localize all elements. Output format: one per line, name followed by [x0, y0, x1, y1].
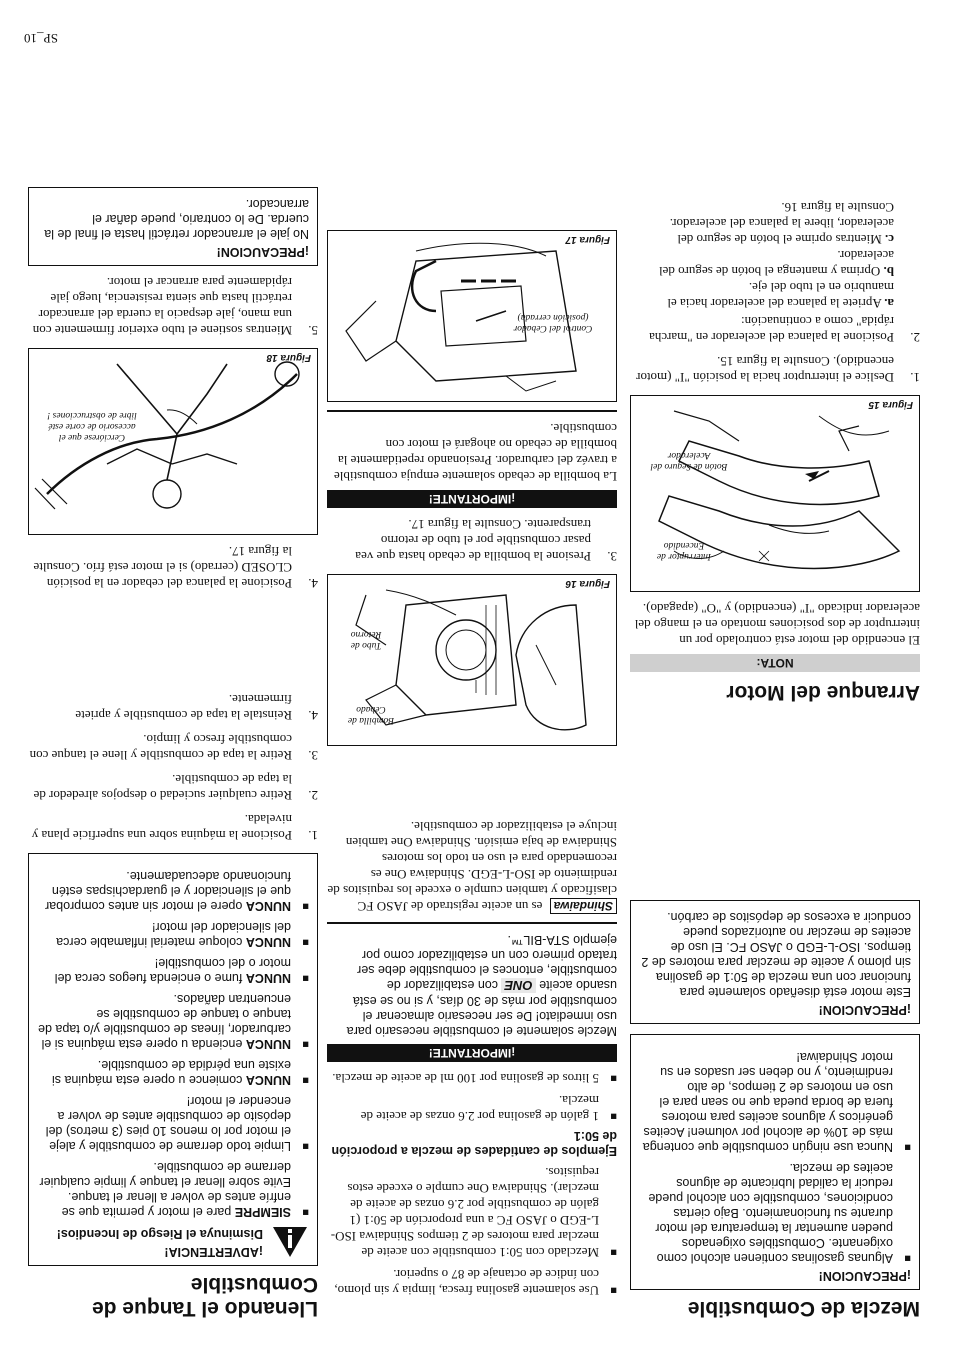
substep: a. Apriete la palanca del acelerador hacia el manubrio en el tubo del eje. [667, 280, 894, 311]
warning-item: ■ NUNCA opere el motor sin antes comprobar que el silenciador y el guardachispas estén funcionando adecuadamente. [37, 868, 309, 913]
refuel-steps [28, 691, 318, 843]
fuel-bullet: ■ Use solamente gasolina fresca, limpia y sin plomo, con índice de octanaje de 87 o superior. [327, 1266, 617, 1298]
label-primer-bulb: Bombilla de Cebado [347, 704, 395, 725]
column-fuel-mixing [630, 191, 920, 1350]
caution-box-alcohol [630, 1034, 920, 1290]
figure-18 [28, 348, 318, 535]
divider [327, 922, 617, 924]
figure-15 [630, 395, 920, 592]
column-refueling [28, 187, 318, 1350]
important-banner: ¡IMPORTANTE! [327, 490, 617, 508]
figure-caption: Figura 17 [565, 234, 610, 245]
step-item: 2. Posicione la palanca del acelerador en "marcha rápida" como a continuación: a. Apriete la palanca del acelerador hacia el manubrio en el tubo del eje. b. Oprima y mantenga el botón de seguro del acelerador. c. Mientras oprime el botón de seguro del acelerador, libere la palanca del acelerador. Consulte la figura 16. [630, 199, 920, 345]
start-steps [630, 199, 920, 385]
step-item: 1. Posicione la máquina sobre una superficie plana y nivelada. [31, 812, 318, 843]
label-return-tube: Tubo de Retorno [350, 629, 382, 650]
step-item: 4. Posicione la palanca del cebador en la posición CLOSED (cerrado) si el motor está frío. Consulte la figura 17. [33, 544, 318, 591]
figure-caption: Figura 18 [266, 352, 311, 363]
shindaiwa-one-logo-inline: ONE [502, 978, 536, 993]
prime-steps [327, 516, 617, 564]
examples-title: Ejemplos de cantidades de mezcla a proporción de 50:1 [331, 1129, 617, 1158]
warning-list [37, 868, 309, 1219]
substep: b. Oprima y mantenga el botón de seguro del acelerador. [658, 248, 894, 279]
section-title-fuel-mix: Mezcla de Combustible [687, 1297, 920, 1320]
example-item: ■ 5 litros de gasolina por 100 ml de aceite de mezcla. [327, 1070, 617, 1086]
warning-item: ■ SIEMPRE pare el motor y permita que se enfríe antes de volver a llenar el tanque. Evite sobre llenar el tanque y limpie cualquier derrame de combustible. [37, 1159, 309, 1219]
warning-item: ■ NUNCA comience u opere esta máquina si existe una pérdida de combustible. [37, 1057, 309, 1087]
warning-item: ■ NUNCA fume o encienda fuegos cerca del motor o del combustible! [37, 955, 309, 985]
examples-list [327, 1070, 617, 1124]
step-item: 1. Deslice el interruptor hacia la posición "I" (motor encendido). Consulte la figura 15. [636, 354, 920, 385]
step-item: 4. Reinstale la tapa de combustible y apriete firmemente. [75, 692, 318, 723]
note-text: El encendido del motor está controlado por un interruptor de dos posiciones montado en el mango del acelerador indicado "I" (encendido) y "O" (apagado). [634, 601, 920, 648]
caution-text: No jale el arrancador retráctil hasta el final de la cuerda. De lo contrario, puede dañar el arrancador. [44, 197, 309, 241]
caution-item: ■ Algunas gasolinas contienen alcohol como oxigenante. Combustibles oxigenados pueden aumentar la temperatura del motor durante su funcionamiento. Bajo ciertas condiciones, combustible con alcohol puede reducir la calidad lubricante de algunos aceites de mezcla. [639, 1160, 911, 1265]
shindaiwa-one-paragraph: Shindaiwa es un aceite registrado de JASO FC clasificado y tambien cumple o excede los requisitos de rendimiento de ISO-L-EGD. Shindaiwa One es recomendado para el uso en todo los motores Shindaiwa de baja emisión. Shindaiwa One tambien incluye el estabilizador de combustible. [327, 819, 617, 914]
figure-caption: Figura 15 [868, 399, 913, 410]
figure-17 [327, 230, 617, 402]
caution-box-oil [630, 900, 920, 1024]
section-title-refueling: Llenando el Tanque de Combustible [92, 1273, 318, 1320]
warning-title: ¡ADVERTENCIA! [164, 1245, 263, 1259]
label-choke-control: Control del Cebador (posición cerrada) [513, 312, 593, 333]
warning-header [37, 1223, 309, 1259]
choke-step [28, 543, 318, 591]
caution-list [639, 1049, 911, 1265]
step-item: 2. Retire cualquier suciedad o despojos alrededor de la tapa de combustible. [33, 772, 318, 803]
example-item: ■ 1 galón de gasolina por 2.6 onzas de aceite de mezcla. [327, 1092, 617, 1124]
substep: c. Mientras oprime el botón de seguro del acelerador, libere la palanca del acelerador. Consulte la figura 16. [669, 200, 894, 247]
fuel-bullets [327, 1164, 617, 1298]
warning-item: ■ Limpie todo derrame de combustible y aleje el motor por lo menos 10 pies (3 metros) del depósito de combustible antes de volver a encender el motor! [37, 1093, 309, 1153]
throttle-handle-illustration [631, 396, 919, 591]
warning-box-fire [28, 853, 318, 1266]
caution-title: ¡PRECAUCION! [818, 1269, 911, 1283]
label-ignition-switch: Interruptor de Encendido [656, 540, 712, 561]
label-check-obstruction: Cerciórese que el accesorio de corte esté libre de obstrucciones ! [47, 410, 137, 442]
important-banner: ¡IMPORTANTE! [327, 1044, 617, 1062]
figure-16 [327, 574, 617, 746]
warning-item: ■ NUNCA encienda u opere esta máquina si el carburador, líneas de combustible y/o tapa de tanque o tanque de combustible se encuentran dañados. [37, 991, 309, 1051]
caution-text: Este motor está diseñado solamente para funcionar con una mezcla de 50:1 de gasolina sin plomo y aceite de mezclar para motores de 2 tiempos. ISO-L-EGD o JASO FC. El uso de aceites de mezclar no autorizados puede conducir a excesos de depósitos de carbón. [641, 910, 911, 999]
page-number: SP_10 [24, 31, 58, 46]
note-banner: NOTA: [630, 654, 920, 672]
caution-box-starter [28, 187, 318, 266]
column-fuel-requirements [327, 220, 617, 1350]
pull-step [28, 274, 318, 338]
figure-caption: Figura 16 [565, 578, 610, 589]
warning-item: ■ NUNCA coloque material inflamable cerca del silenciador del motor! [37, 919, 309, 949]
step-item: 3. Presione la bombilla de cebado hasta que vea pasar combustible por el tubo de retorno transparente. Consulte la figura 17. [355, 517, 617, 564]
label-throttle-lockout: Botón de Seguro del Acelerador [650, 450, 728, 471]
warning-subtitle: Disminuya el Riesgo de Incendios! [56, 1227, 263, 1241]
step-item: 3. Retire la tapa de combustible y llene el tanque con combustible fresco y limpio. [29, 732, 318, 763]
step-item: 5. Mientras sostiene el tubo exterior firmemente con una mano, jale despacio la cuerda del arrancador retráctil hasta que sienta resistencia, luego jale rápidamente para arrancar el motor. [32, 275, 318, 338]
divider [327, 410, 617, 412]
important-text: Mezcle solamente el combustible necesario para uso inmediato! De ser necesario almacenar el combustible por más de 30 días, y si no se está usando aceite ONE con estabilizador de combustible, entonces el combustible debe ser tratado primero con un estabilizador como por ejemplo STA-BIL™. [346, 933, 617, 1038]
caution-title: ¡PRECAUCION! [216, 245, 309, 259]
important-text: La bombilla de cebado solamente empuja combustible a travéz del carburador. Presionando repetidamente la bombilla de cebado no ahogará el motor con combustible. [333, 421, 617, 484]
warning-triangle-icon [271, 1225, 309, 1259]
caution-title: ¡PRECAUCION! [818, 1003, 911, 1017]
caution-item: ■ Nunca use ningún combustible que contenga más de 10% de alcohol por volumen! Aceites genéricos y algunos aceites para motores fuera de borda pueda que no sean para el uso en motores de 2 tiempos, de alto rendimiento, y no deben ser usados en su motor Shindaiwa! [639, 1049, 911, 1154]
shindaiwa-logo: Shindaiwa [550, 898, 617, 914]
fuel-bullet: ■ Mezclado con 50:1 combustible con aceite de mezclar para motores de 2 tiempos Shindaiwa ISO-L-EGD o JASO FC a una proporción de 50:1 (1 galón de combustible por 2.6 onzas de aceite de mezclar). Shindaiwa One cumple o excede estos requisitos. [327, 1164, 617, 1260]
section-title-start-engine: Arranque del Motor [726, 681, 920, 704]
